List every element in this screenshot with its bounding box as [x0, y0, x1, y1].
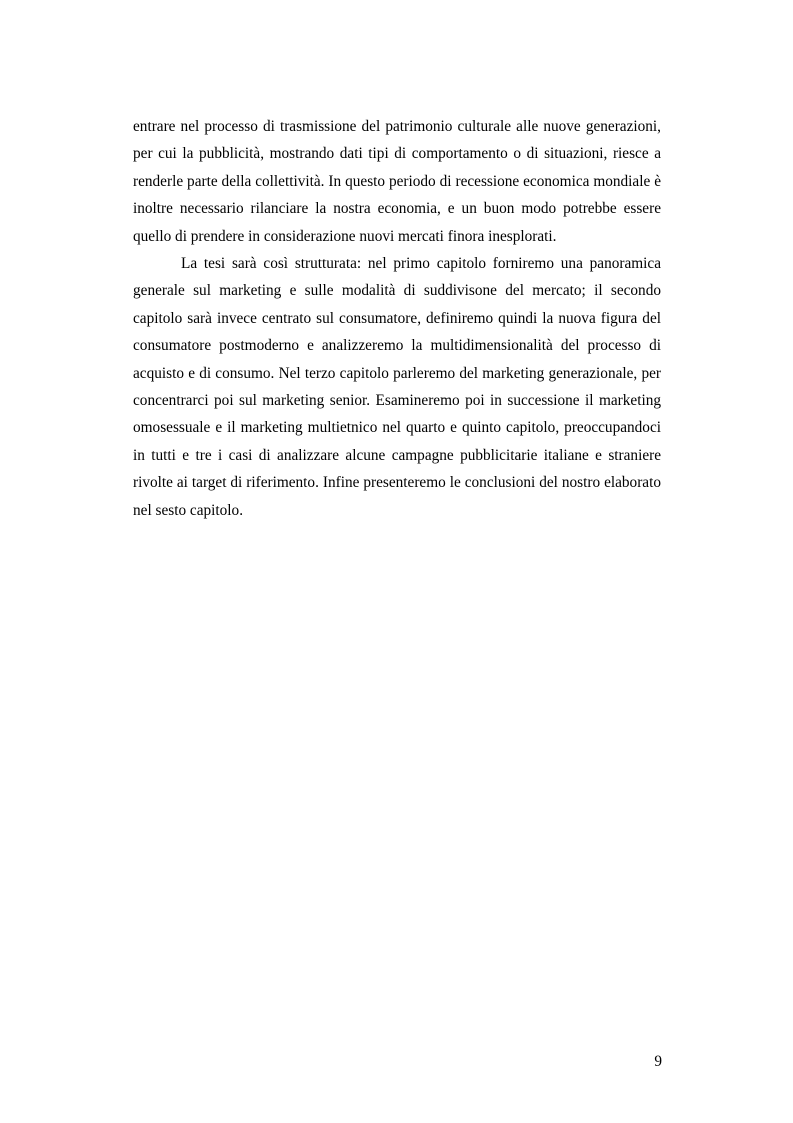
paragraph-continuation: entrare nel processo di trasmissione del patrimonio culturale alle nuove generazioni, per cui la pubblicità, mostrando dati tipi di comportamento o di situazioni, riesce a renderle parte della collettività. In questo periodo di recessione economica mondiale è inoltre necessario rilanciare la nostra economia, e un buon modo potrebbe essere quello di prendere in considerazione nuovi mercati finora inesplorati.	[133, 118, 661, 245]
page-number: 9	[654, 1053, 662, 1070]
paragraph-thesis-structure: La tesi sarà così strutturata: nel primo capitolo forniremo una panoramica generale sul marketing e sulle modalità di suddivisone del mercato; il secondo capitolo sarà invece centrato sul consumatore, definiremo quindi la nuova figura del consumatore postmoderno e analizzeremo la multidimensionalità del processo di acquisto e di consumo. Nel terzo capitolo parleremo del marketing generazionale, per concentrarci poi sul marketing senior. Esamineremo poi in successione il marketing omosessuale e il marketing multietnico nel quarto e quinto capitolo, preoccupandoci in tutti e tre i casi di analizzare alcune campagne pubblicitarie italiane e straniere rivolte ai target di riferimento. Infine presenteremo le conclusioni del nostro elaborato nel sesto capitolo.	[133, 255, 661, 519]
body-text	[133, 113, 661, 524]
